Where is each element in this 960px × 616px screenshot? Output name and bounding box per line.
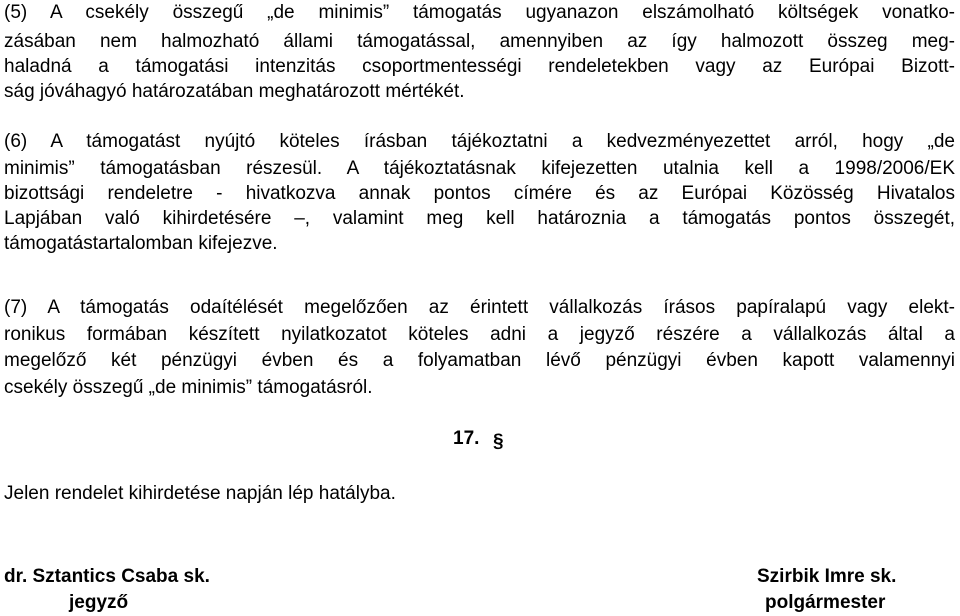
paragraph-7-line: megelőző két pénzügyi évben és a folyamatban lévő pénzügyi évben kapott valamennyi <box>4 350 955 371</box>
closing-text: Jelen rendelet kihirdetése napján lép hatályba. <box>4 483 396 504</box>
paragraph-6-line: támogatástartalomban kifejezve. <box>4 233 278 254</box>
paragraph-6-line: Lapjában való kihirdetésére –, valamint meg kell határoznia a támogatás pontos összegét, <box>4 208 955 229</box>
signature-left-title: jegyző <box>69 592 129 613</box>
paragraph-5-line: (5) A csekély összegű „de minimis” támogatás ugyanazon elszámolható költségek vonatko- <box>4 2 955 23</box>
paragraph-7-line: ronikus formában készített nyilatkozatot köteles adni a jegyző részére a vállalkozás által a <box>4 324 955 345</box>
signature-left-name: dr. Sztantics Csaba sk. <box>4 566 210 587</box>
paragraph-5-line: haladná a támogatási intenzitás csoportmentességi rendeletekben vagy az Európai Bizott- <box>4 56 955 77</box>
paragraph-6-line: minimis” támogatásban részesül. A tájékoztatásnak kifejezetten utalnia kell a 1998/2006/EK <box>4 158 955 179</box>
paragraph-6-line: bizottsági rendeletre - hivatkozva annak pontos címére és az Európai Közösség Hivatalos <box>4 183 955 204</box>
paragraph-7-line: (7) A támogatás odaítélését megelőzően az érintett vállalkozás írásos papíralapú vagy elekt- <box>4 297 955 318</box>
paragraph-7-line: csekély összegű „de minimis” támogatásról. <box>4 377 373 398</box>
paragraph-6-line: (6) A támogatást nyújtó köteles írásban tájékoztatni a kedvezményezettet arról, hogy „de <box>4 131 955 152</box>
paragraph-5-line: zásában nem halmozható állami támogatással, amennyiben az így halmozott összeg meg- <box>4 31 955 52</box>
paragraph-5-line: ság jóváhagyó határozatában meghatározott mértékét. <box>4 81 465 102</box>
section-number: 17. <box>453 428 480 449</box>
signature-right-name: Szirbik Imre sk. <box>757 566 897 587</box>
signature-right-title: polgármester <box>765 592 886 613</box>
section-symbol: § <box>493 431 504 452</box>
